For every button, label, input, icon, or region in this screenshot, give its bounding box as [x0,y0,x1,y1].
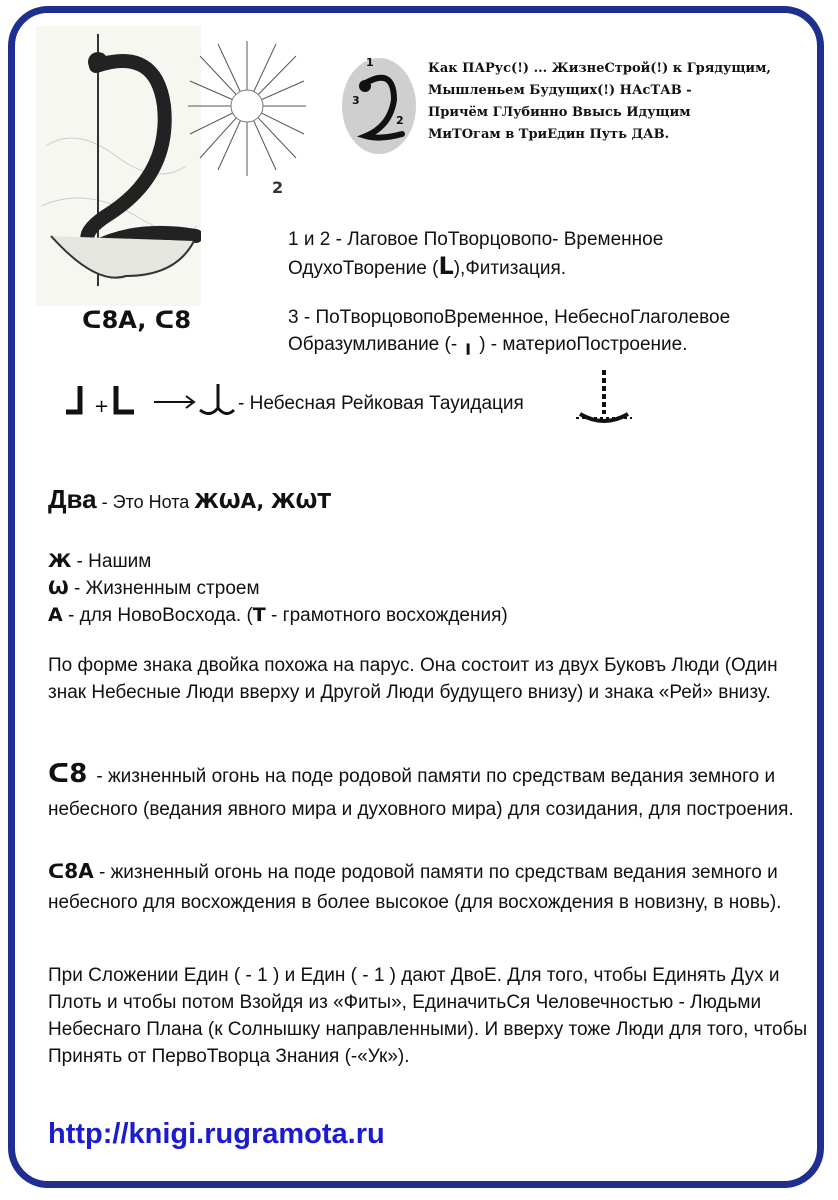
legend-glyph: Ж [48,550,72,572]
legend-text: - Нашим [71,551,152,572]
paragraph-sail: По форме знака двойка похожа на парус. Она состоит из двух Буковъ Люди (Один знак Небесные Люди вверху и Другой Люди будущего внизу) и знака «Рей» внизу. [48,655,778,703]
formula-glyphs [60,380,240,420]
d8-text: - жизненный огонь на поде родовой памяти по средствам ведания земного и небесного (ведания явного мира и духовного мира) для созидания, для построения. [48,766,794,820]
note-3-text: 3 - ПоТворцовопоВременное, НебесноГлаголевое [288,307,731,328]
svg-text:+: + [94,396,110,417]
note-1-2 [288,226,808,282]
legend-glyph: A [48,604,63,626]
sun-figure-digit: 2 [272,178,284,197]
legend-item [48,548,508,575]
dva-title: Два [48,484,97,514]
emblem-label-1: 1 [366,56,374,69]
sun-illustration [188,36,306,196]
note-1-2-text: 1 и 2 - Лаговое ПоТворцовопо- Временное [288,229,664,250]
d8a-glyph: ᑕ8A [48,859,94,883]
l-glyph: L [438,252,454,280]
paragraph-addition: При Сложении Един ( - 1 ) и Един ( - 1 ) дают ДвоЕ. Для того, чтобы Единять Дух и Плоть и чтобы потом Взойдя из «Фиты», ЕдиначитьСя Человечностью - Людьми Небеснаго Плана (к Солнышку направленными). И вверху тоже Люди для того, чтобы Принять от ПервоТворца Знания (-«Ук»). [48,965,808,1067]
dva-glyphs: ᑕ8A, ᑕ8 [82,306,192,334]
legend-glyph: Ѡ [48,577,69,599]
emblem-label-2: 2 [396,114,404,127]
dva-desc: - Это Нота [101,492,195,512]
legend [48,548,508,629]
formula-label: - Небесная Рейковая Тауидация [238,393,524,414]
dva-heading [48,484,331,515]
poem [428,58,808,146]
legend-text: - Жизненным строем [68,578,260,599]
paragraph-d8 [48,758,818,826]
poem-line: Как ПАРус(!) ... ЖизнеСтрой(!) к Грядущим, [428,61,771,76]
legend-glyph: Т [252,604,266,626]
site-link[interactable]: http://knigi.rugramota.ru [48,1118,385,1150]
legend-item [48,575,508,602]
poem-line: МиТОгам в ТриЕдин Путь ДАВ. [428,127,670,142]
note-1-2-text-2: ОдухоТворение ( [288,258,439,279]
note-3-text-2: Образумливание (- [288,334,463,355]
legend-text: - для НовоВосхода. ( [62,605,253,626]
sail-two-illustration [36,26,201,306]
poem-line: Мышленьем Будущих(!) НАсТАВ - [428,83,692,98]
note-3 [288,304,808,358]
poem-line: Причём ГЛубинно Ввысь Идущим [428,105,691,120]
note-glyphs: ЖѠA, ЖѠТ [194,489,332,513]
legend-item [48,602,508,629]
hook-glyph: ╻ [462,333,474,355]
legend-text: - грамотного восхождения) [265,605,508,626]
note-1-2-text-3: ),Фитизация. [453,258,567,279]
paragraph-d8a [48,856,818,918]
d8a-text: - жизненный огонь на поде родовой памяти по средствам ведания земного и небесного для восхождения в более высокое (для восхождения в новизну, в новь). [48,862,782,913]
tauidation-glyph [572,368,636,432]
emblem-label-3: 3 [352,94,360,107]
d8-glyph: ᑕ8 [48,759,97,789]
note-3-text-3: ) - материоПостроение. [473,334,688,355]
